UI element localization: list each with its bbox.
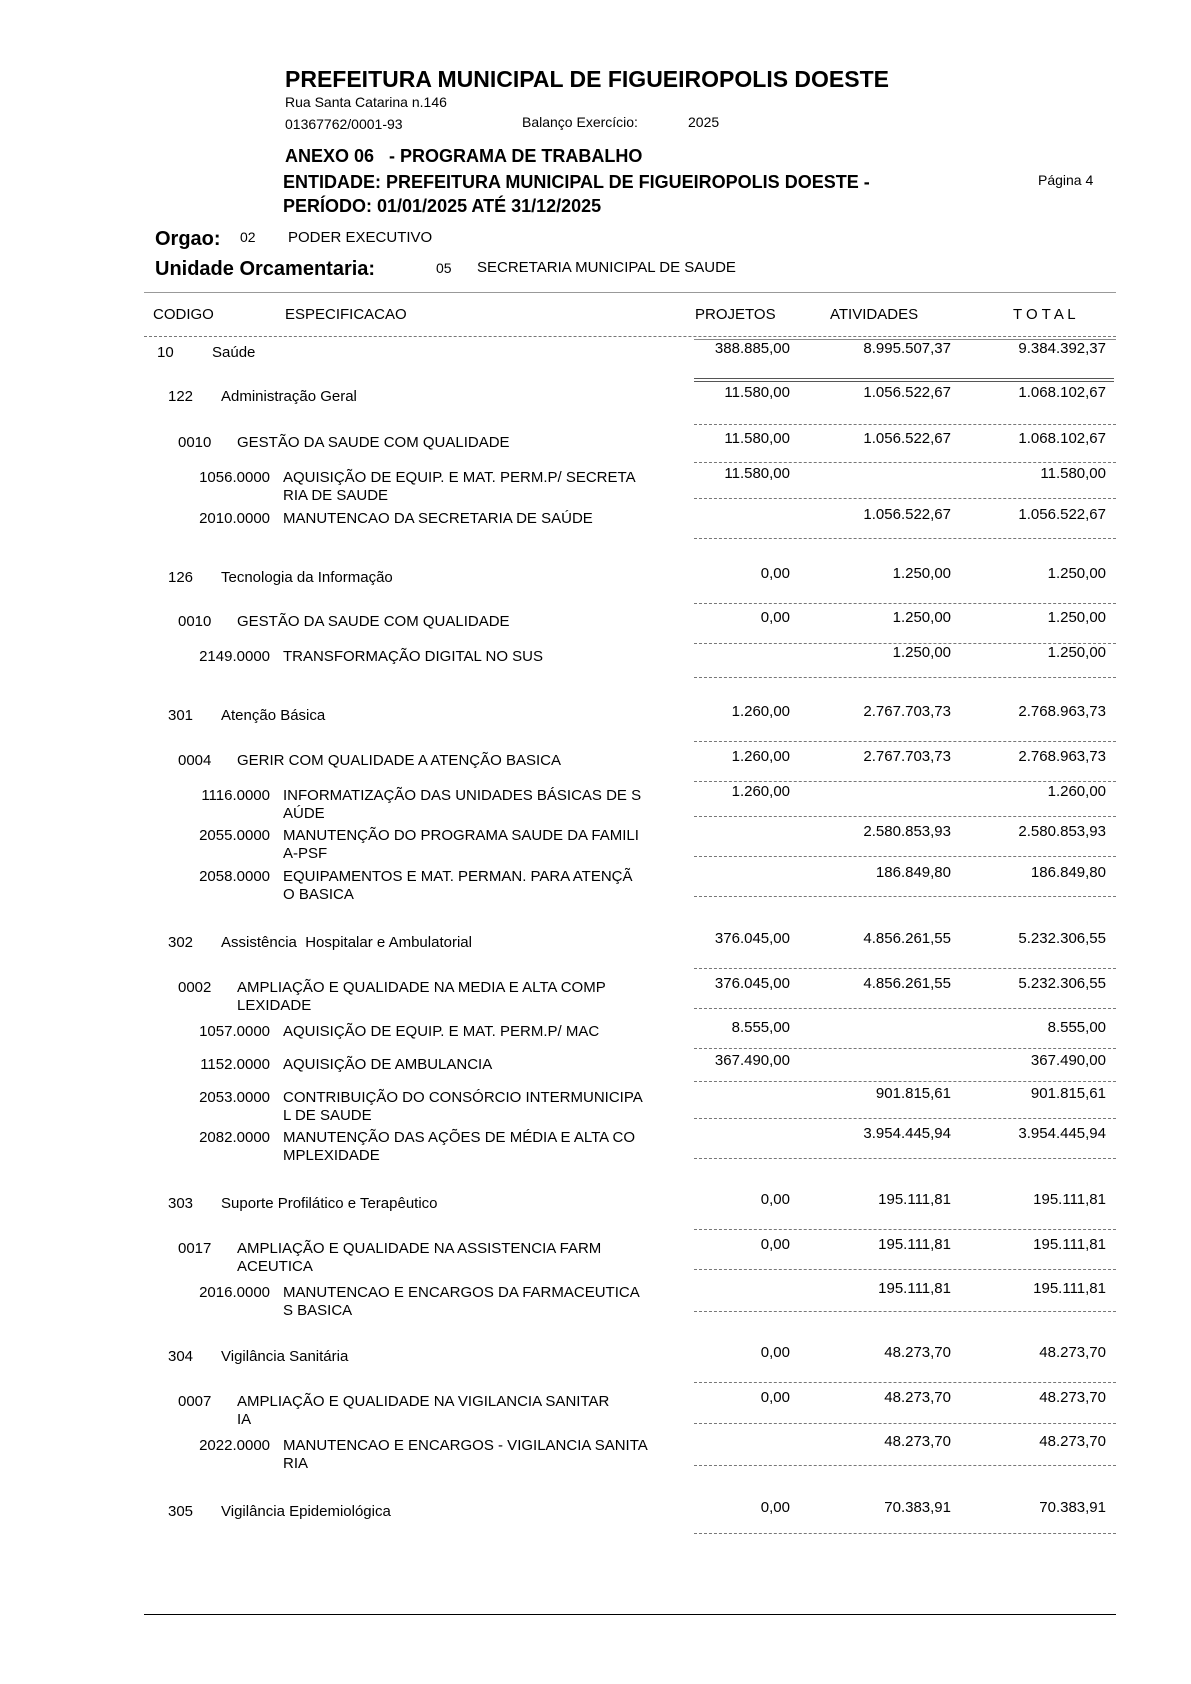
row-code: 304 — [168, 1348, 194, 1365]
row-code: 302 — [168, 934, 194, 951]
periodo: PERÍODO: 01/01/2025 ATÉ 31/12/2025 — [283, 196, 602, 216]
row-total: 3.954.445,94 — [1018, 1125, 1106, 1142]
row-description: EQUIPAMENTOS E MAT. PERMAN. PARA ATENÇÃ — [283, 868, 633, 885]
row-description: MANUTENÇÃO DAS AÇÕES DE MÉDIA E ALTA CO — [283, 1129, 636, 1146]
row-code: 2149.0000 — [199, 648, 270, 665]
row-projetos: 0,00 — [760, 1344, 790, 1361]
row-code: 0017 — [178, 1240, 212, 1257]
row-rule — [694, 378, 1114, 382]
row-description-cont: LEXIDADE — [237, 997, 312, 1014]
row-total: 8.555,00 — [1047, 1019, 1106, 1036]
row-total: 2.768.963,73 — [1018, 748, 1106, 765]
row-total: 901.815,61 — [1030, 1085, 1106, 1102]
balanco-label: Balanço Exercício: — [522, 114, 638, 130]
row-atividades: 195.111,81 — [878, 1236, 951, 1253]
row-description-cont: L DE SAUDE — [283, 1107, 372, 1124]
row-total: 48.273,70 — [1039, 1344, 1106, 1361]
row-atividades: 4.856.261,55 — [863, 930, 951, 947]
row-atividades: 8.995.507,37 — [863, 340, 951, 357]
row-total: 9.384.392,37 — [1018, 340, 1106, 357]
header-bottom-rule — [144, 336, 1116, 337]
row-total: 367.490,00 — [1030, 1052, 1106, 1069]
row-projetos: 1.260,00 — [731, 703, 790, 720]
row-atividades: 195.111,81 — [878, 1191, 951, 1208]
row-description: AQUISIÇÃO DE EQUIP. E MAT. PERM.P/ MAC — [283, 1023, 600, 1040]
row-rule — [694, 1229, 1116, 1230]
row-description-cont: RIA — [283, 1455, 309, 1472]
row-description-cont: IA — [237, 1411, 252, 1428]
row-projetos: 0,00 — [760, 1191, 790, 1208]
row-total: 5.232.306,55 — [1018, 975, 1106, 992]
row-description: AQUISIÇÃO DE EQUIP. E MAT. PERM.P/ SECRETA — [283, 469, 636, 486]
row-code: 1057.0000 — [199, 1023, 270, 1040]
row-rule — [694, 781, 1116, 782]
row-description: Assistência Hospitalar e Ambulatorial — [221, 934, 472, 951]
row-rule — [694, 1118, 1116, 1119]
row-code: 122 — [168, 388, 194, 405]
cnpj: 01367762/0001-93 — [285, 116, 403, 132]
orgao-label: Orgao: — [155, 228, 221, 250]
row-description-cont: ACEUTICA — [237, 1258, 313, 1275]
row-projetos: 0,00 — [760, 565, 790, 582]
row-total: 1.260,00 — [1047, 783, 1106, 800]
row-atividades: 1.250,00 — [892, 565, 951, 582]
row-description: Saúde — [212, 344, 256, 361]
row-description-cont: S BASICA — [283, 1302, 353, 1319]
row-total: 186.849,80 — [1030, 864, 1106, 881]
row-atividades: 48.273,70 — [884, 1433, 951, 1450]
row-projetos: 376.045,00 — [714, 975, 790, 992]
row-description: AMPLIAÇÃO E QUALIDADE NA ASSISTENCIA FARM — [237, 1240, 602, 1257]
row-description: GERIR COM QUALIDADE A ATENÇÃO BASICA — [237, 752, 561, 769]
row-atividades: 1.056.522,67 — [863, 506, 951, 523]
row-projetos: 8.555,00 — [731, 1019, 790, 1036]
row-code: 126 — [168, 569, 194, 586]
row-code: 1116.0000 — [201, 787, 270, 804]
row-atividades: 1.056.522,67 — [863, 384, 951, 401]
row-description: Atenção Básica — [221, 707, 326, 724]
row-total: 195.111,81 — [1033, 1280, 1106, 1297]
row-rule — [694, 1465, 1116, 1466]
row-description-cont: A-PSF — [283, 845, 328, 862]
row-description-cont: MPLEXIDADE — [283, 1147, 380, 1164]
row-rule — [694, 498, 1116, 499]
row-total: 1.068.102,67 — [1018, 384, 1106, 401]
row-description: MANUTENCAO E ENCARGOS DA FARMACEUTICA — [283, 1284, 640, 1301]
row-atividades: 3.954.445,94 — [863, 1125, 951, 1142]
org-name: PREFEITURA MUNICIPAL DE FIGUEIROPOLIS DOESTE — [285, 66, 890, 92]
row-code: 305 — [168, 1503, 194, 1520]
orgao-name: PODER EXECUTIVO — [288, 229, 433, 246]
row-code: 2058.0000 — [199, 868, 270, 885]
row-code: 2082.0000 — [199, 1129, 270, 1146]
page-number: Página 4 — [1038, 172, 1094, 188]
row-projetos: 0,00 — [760, 1389, 790, 1406]
row-description: CONTRIBUIÇÃO DO CONSÓRCIO INTERMUNICIPA — [283, 1089, 643, 1106]
row-description: MANUTENCAO E ENCARGOS - VIGILANCIA SANITA — [283, 1437, 648, 1454]
row-total: 1.056.522,67 — [1018, 506, 1106, 523]
row-total: 195.111,81 — [1033, 1236, 1106, 1253]
row-rule — [694, 741, 1116, 742]
row-rule — [694, 1048, 1116, 1049]
row-description-cont: O BASICA — [283, 886, 354, 903]
row-code: 2055.0000 — [199, 827, 270, 844]
row-rule — [694, 1081, 1116, 1082]
row-description: Vigilância Epidemiológica — [221, 1503, 391, 1520]
row-rule — [694, 856, 1116, 857]
entidade: ENTIDADE: PREFEITURA MUNICIPAL DE FIGUEIROPOLIS DOESTE - — [283, 172, 870, 192]
row-description: Suporte Profilático e Terapêutico — [221, 1195, 438, 1212]
row-code: 0010 — [178, 613, 212, 630]
col-atividades: ATIVIDADES — [830, 306, 919, 323]
row-rule — [694, 1533, 1116, 1534]
row-projetos: 11.580,00 — [724, 430, 790, 447]
row-description: Tecnologia da Informação — [221, 569, 393, 586]
row-atividades: 4.856.261,55 — [863, 975, 951, 992]
row-total: 5.232.306,55 — [1018, 930, 1106, 947]
row-total: 2.580.853,93 — [1018, 823, 1106, 840]
col-projetos: PROJETOS — [695, 306, 776, 323]
unidade-name: SECRETARIA MUNICIPAL DE SAUDE — [477, 259, 736, 276]
row-rule — [694, 816, 1116, 817]
row-total: 1.068.102,67 — [1018, 430, 1106, 447]
row-code: 2022.0000 — [199, 1437, 270, 1454]
anexo-title: ANEXO 06 - PROGRAMA DE TRABALHO — [285, 146, 643, 166]
row-total: 70.383,91 — [1039, 1499, 1106, 1516]
row-rule — [694, 538, 1116, 539]
row-rule — [694, 677, 1116, 678]
row-total: 48.273,70 — [1039, 1389, 1106, 1406]
row-code: 2010.0000 — [199, 510, 270, 527]
unidade-code: 05 — [436, 260, 452, 276]
unidade-label: Unidade Orcamentaria: — [155, 258, 376, 280]
row-projetos: 11.580,00 — [724, 465, 790, 482]
row-projetos: 367.490,00 — [714, 1052, 790, 1069]
row-description: MANUTENCAO DA SECRETARIA DE SAÚDE — [283, 510, 593, 527]
row-atividades: 1.250,00 — [892, 609, 951, 626]
row-description-cont: RIA DE SAUDE — [283, 487, 389, 504]
row-rule — [694, 462, 1116, 463]
row-atividades: 901.815,61 — [875, 1085, 951, 1102]
row-projetos: 388.885,00 — [714, 340, 790, 357]
row-atividades: 1.056.522,67 — [863, 430, 951, 447]
row-total: 1.250,00 — [1047, 609, 1106, 626]
row-atividades: 70.383,91 — [884, 1499, 951, 1516]
row-code: 1056.0000 — [199, 469, 270, 486]
row-rule — [694, 968, 1116, 969]
row-description: AMPLIAÇÃO E QUALIDADE NA MEDIA E ALTA COMP — [237, 979, 606, 996]
amounts-top-rule — [694, 339, 1116, 340]
row-description: GESTÃO DA SAUDE COM QUALIDADE — [237, 434, 510, 451]
row-atividades: 2.580.853,93 — [863, 823, 951, 840]
row-atividades: 1.250,00 — [892, 644, 951, 661]
row-code: 1152.0000 — [200, 1056, 270, 1073]
row-total: 195.111,81 — [1033, 1191, 1106, 1208]
row-code: 10 — [157, 344, 174, 361]
row-description: INFORMATIZAÇÃO DAS UNIDADES BÁSICAS DE S — [283, 787, 642, 804]
row-description: Administração Geral — [221, 388, 357, 405]
row-rule — [694, 1311, 1116, 1312]
orgao-code: 02 — [240, 229, 256, 245]
row-rule — [694, 603, 1116, 604]
col-total: T O T A L — [1013, 306, 1076, 323]
row-rule — [694, 1008, 1116, 1009]
row-description: TRANSFORMAÇÃO DIGITAL NO SUS — [283, 648, 544, 665]
row-code: 303 — [168, 1195, 194, 1212]
row-description: AMPLIAÇÃO E QUALIDADE NA VIGILANCIA SANITAR — [237, 1393, 610, 1410]
row-description-cont: AÚDE — [283, 805, 325, 822]
row-code: 2053.0000 — [199, 1089, 270, 1106]
row-code: 0007 — [178, 1393, 212, 1410]
row-rule — [694, 1423, 1116, 1424]
row-total: 48.273,70 — [1039, 1433, 1106, 1450]
row-total: 1.250,00 — [1047, 644, 1106, 661]
row-description: MANUTENÇÃO DO PROGRAMA SAUDE DA FAMILI — [283, 827, 639, 844]
row-rule — [694, 1382, 1116, 1383]
row-projetos: 376.045,00 — [714, 930, 790, 947]
address: Rua Santa Catarina n.146 — [285, 94, 447, 110]
row-projetos: 0,00 — [760, 1499, 790, 1516]
row-atividades: 48.273,70 — [884, 1389, 951, 1406]
row-code: 2016.0000 — [199, 1284, 270, 1301]
row-total: 11.580,00 — [1040, 465, 1106, 482]
row-rule — [694, 1158, 1116, 1159]
row-rule — [694, 1269, 1116, 1270]
row-code: 0002 — [178, 979, 212, 996]
row-description: GESTÃO DA SAUDE COM QUALIDADE — [237, 613, 510, 630]
row-code: 0010 — [178, 434, 212, 451]
row-atividades: 48.273,70 — [884, 1344, 951, 1361]
balanco-year: 2025 — [688, 114, 720, 130]
row-atividades: 195.111,81 — [878, 1280, 951, 1297]
header-top-rule — [144, 292, 1116, 293]
row-atividades: 2.767.703,73 — [863, 703, 951, 720]
row-total: 2.768.963,73 — [1018, 703, 1106, 720]
row-projetos: 0,00 — [760, 1236, 790, 1253]
col-codigo: CODIGO — [153, 306, 214, 323]
row-projetos: 1.260,00 — [731, 783, 790, 800]
row-total: 1.250,00 — [1047, 565, 1106, 582]
row-projetos: 1.260,00 — [731, 748, 790, 765]
footer-rule — [144, 1614, 1116, 1615]
row-description: AQUISIÇÃO DE AMBULANCIA — [283, 1056, 493, 1073]
row-rule — [694, 424, 1116, 425]
col-especificacao: ESPECIFICACAO — [285, 306, 407, 323]
row-rule — [694, 896, 1116, 897]
row-atividades: 2.767.703,73 — [863, 748, 951, 765]
row-code: 301 — [168, 707, 194, 724]
row-projetos: 11.580,00 — [724, 384, 790, 401]
row-atividades: 186.849,80 — [875, 864, 951, 881]
row-projetos: 0,00 — [760, 609, 790, 626]
row-code: 0004 — [178, 752, 212, 769]
row-description: Vigilância Sanitária — [221, 1348, 349, 1365]
